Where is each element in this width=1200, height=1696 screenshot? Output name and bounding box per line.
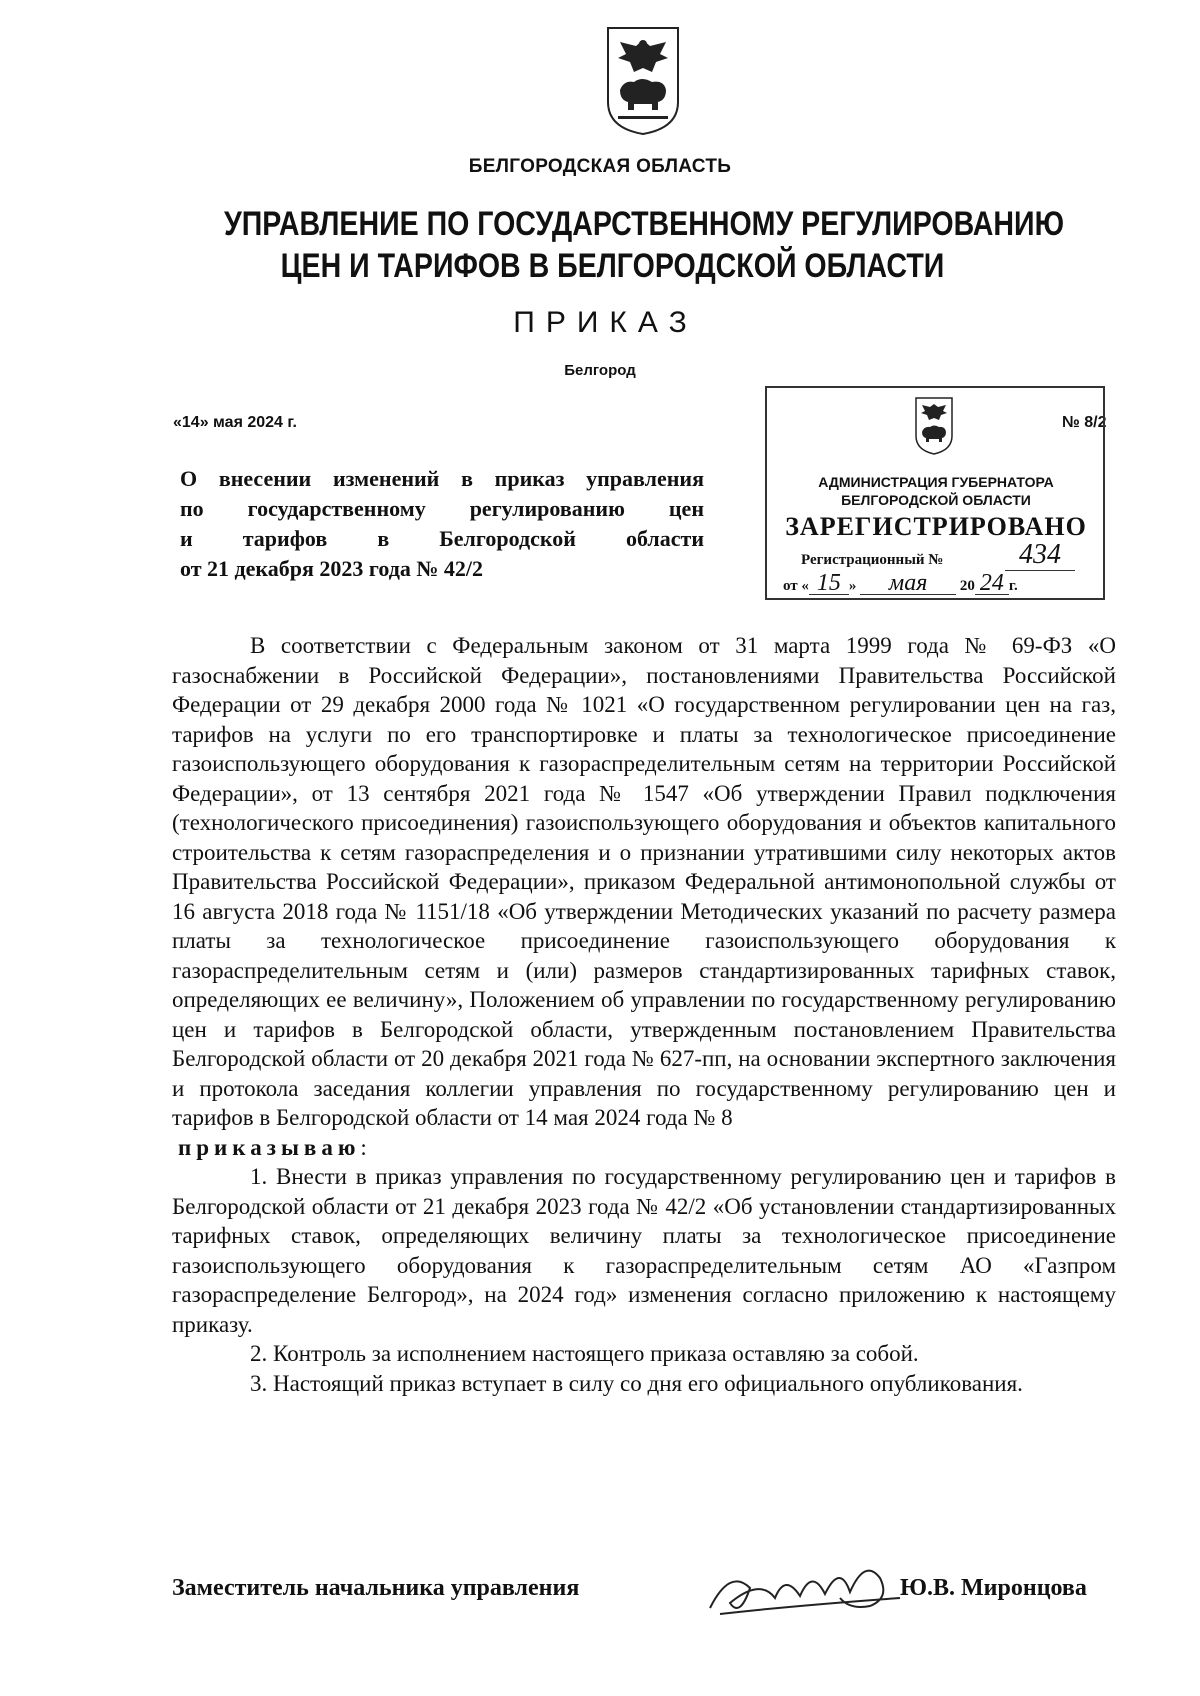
- preamble-paragraph: В соответствии с Федеральным законом от 31 марта 1999 года № 69-ФЗ «О газоснабжении в Российской Федерации», постановлениями Правительства Российской Федерации от 29 декабря 2000 года № 1021 «О государственном регулировании цен на газ, тарифов на услуги по его транспортировке и платы за технологическое присоединение газоиспользующего оборудования к газораспределительным сетям на территории Российской Федерации», от 13 сентября 2021 года № 1547 «Об утверждении Правил подключения (технологического присоединения) газоиспользующего оборудования и объектов капитального строительства к сетям газораспределения и о признании утратившими силу некоторых актов Правительства Российской Федерации», приказом Федеральной антимонопольной службы от 16 августа 2018 года № 1151/18 «Об утверждении Методических указаний по расчету размера платы за технологическое присоединение газоиспользующего оборудования к газораспределительным сетям и (или) размеров стандартизированных тарифных ставок, определяющих ее величину», Положением об управлении по государственному регулированию цен и тарифов в Белгородской области, утвержденным постановлением Правительства Белгородской области от 20 декабря 2021 года № 627-пп, на основании экспертного заключения и протокола заседания коллегии управления по государственному регулированию цен и тарифов в Белгородской области от 14 мая 2024 года № 8: [172, 633, 1116, 1130]
- subject-line: по государственному регулированию цен: [180, 496, 704, 521]
- stamp-status: ЗАРЕГИСТРИРОВАНО: [785, 512, 1087, 541]
- region-name: БЕЛГОРОДСКАЯ ОБЛАСТЬ: [468, 156, 732, 177]
- stamp-date-suffix: г.: [1008, 578, 1018, 594]
- signatory-title: Заместитель начальника управления: [172, 1575, 580, 1601]
- document-body: [172, 631, 1116, 1398]
- agency-name-line1: УПРАВЛЕНИЕ ПО ГОСУДАРСТВЕННОМУ РЕГУЛИРОВАНИЮ: [224, 205, 1065, 243]
- stamp-date-year-prefix: 20: [959, 578, 975, 594]
- stamp-reg-number: 434: [1005, 540, 1075, 571]
- stamp-date-year-suffix: 24: [975, 572, 1009, 595]
- order-colon: :: [360, 1134, 367, 1160]
- city: Белгород: [564, 362, 636, 379]
- stamp-date-day: 15: [809, 572, 849, 595]
- stamp-date-mid: »: [848, 578, 857, 594]
- subject-line: от 21 декабря 2023 года № 42/2: [180, 556, 484, 581]
- signatory-name: Ю.В. Миронцова: [900, 1575, 1087, 1601]
- order-item-3: 3. Настоящий приказ вступает в силу со дня его официального опубликования.: [250, 1370, 1023, 1396]
- stamp-reg-label: Регистрационный №: [801, 552, 944, 568]
- order-item-2: 2. Контроль за исполнением настоящего приказа оставляю за собой.: [250, 1341, 919, 1366]
- agency-name-line2: ЦЕН И ТАРИФОВ В БЕЛГОРОДСКОЙ ОБЛАСТИ: [280, 247, 945, 285]
- document-type: ПРИКАЗ: [513, 306, 698, 339]
- order-item-1: 1. Внести в приказ управления по государственному регулированию цен и тарифов в Белгородской области от 21 декабря 2023 года № 42/2 «Об установлении стандартизированных тарифных ставок, определяющих величину платы за технологическое присоединение газоиспользующего оборудования к газораспределительным сетям АО «Газпром газораспределение Белгород», на 2024 год» изменения согласно приложению к настоящему приказу.: [172, 1164, 1116, 1337]
- coat-of-arms-icon: [604, 24, 682, 136]
- stamp-emblem-icon: [914, 396, 954, 456]
- stamp-date-prefix: от «: [783, 578, 809, 594]
- subject-line: и тарифов в Белгородской области: [180, 526, 704, 551]
- document-subject: [180, 464, 704, 584]
- order-word: приказываю: [178, 1134, 361, 1160]
- subject-line: О внесении изменений в приказ управления: [180, 466, 704, 491]
- stamp-org-line1: АДМИНИСТРАЦИЯ ГУБЕРНАТОРА: [818, 474, 1054, 490]
- registration-stamp: [765, 386, 1105, 600]
- document-number: № 8/2: [1062, 414, 1107, 431]
- document-date: «14» мая 2024 г.: [173, 414, 297, 431]
- stamp-org-line2: БЕЛГОРОДСКОЙ ОБЛАСТИ: [841, 492, 1031, 508]
- order-line: [172, 1133, 1116, 1163]
- stamp-date: [783, 572, 1018, 595]
- stamp-date-month: мая: [860, 572, 956, 595]
- handwritten-signature-icon: [700, 1548, 910, 1628]
